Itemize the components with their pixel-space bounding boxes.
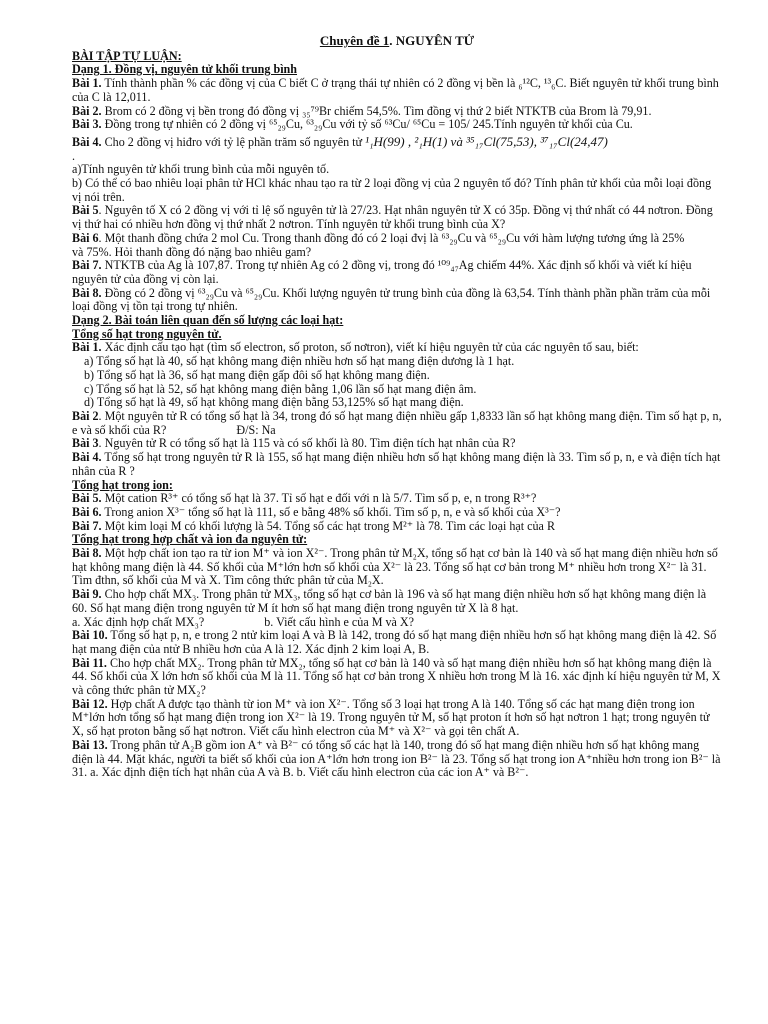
exercise-2-5: Bài 5. Một cation R³⁺ có tổng số hạt là 37. Tỉ số hạt e đối với n là 5/7. Tìm số p, e, n trong R³⁺? xyxy=(72,491,537,506)
exercise-2-6: Bài 6. Trong anion X³⁻ tổng số hạt là 111, số e bằng 48% số khối. Tìm số p, n, e và số khối của X³⁻? xyxy=(72,504,561,519)
exercise-2-4: Bài 4. Tổng số hạt trong nguyên tử R là 155, số hạt mang điện nhiều hơn số hạt không mang điện là 33. Tìm số p, n, e và điện tích hạt nhân của R ? xyxy=(72,450,721,478)
exercise-2-2: Bài 2. Một nguyên tử R có tổng số hạt là 34, trong đó số hạt mang điện nhiều gấp 1,8333 lần số hạt không mang điện. Tìm số hạt p, n, e và số khối của R? Đ/S: Na xyxy=(72,408,722,437)
exercise-1-4-dot: . xyxy=(72,148,76,163)
page-title xyxy=(72,34,722,48)
subsection-compound: Tổng hạt trong hợp chất và ion đa nguyên tử: xyxy=(72,532,308,547)
exercise-2-3: Bài 3. Nguyên tử R có tổng số hạt là 115 và có số khối là 80. Tìm điện tích hạt nhân của R? xyxy=(72,436,516,451)
exercise-2-1-c: c) Tổng số hạt là 52, số hạt không mang điện bằng 1,06 lần số hạt mang điện âm. xyxy=(84,381,477,396)
exercise-2-13: Bài 13. Trong phân tử A₂B gồm ion A⁺ và B²⁻ có tổng số các hạt là 140, trong đó số hạt mang điện nhiều hơn số hạt không mang điện là 44. Mặt khác, người ta biết số khối của ion A⁺lớn hơn trong ion B²⁻ là 23. Tổng số hạt trong ion A⁺nhiều hơn trong ion B²⁻ là 31. a. Xác định điện tích hạt nhân của A và B. b. Viết cấu hình electron của các ion A⁺ và B²⁻. xyxy=(72,737,721,780)
exercise-2-1-d: d) Tổng số hạt là 49, số hạt không mang điện bằng 53,125% số hạt mang điện. xyxy=(84,395,464,410)
exercise-1-4-b: b) Có thể có bao nhiêu loại phân tử HCl khác nhau tạo ra từ 2 loại đồng vị của 2 nguyên tố đó? Tính phân tử khối của mỗi loại đồng vị nói trên. xyxy=(72,176,712,204)
subsection-atom: Tổng số hạt trong nguyên tử. xyxy=(72,326,222,341)
section-dang2: Dạng 2. Bài toán liên quan đến số lượng các loại hạt: xyxy=(72,313,344,328)
exercise-2-7: Bài 7. Một kim loại M có khối lượng là 54. Tổng số các hạt trong M²⁺ là 78. Tìm các loại hạt của R xyxy=(72,518,556,533)
exercise-2-1-b: b) Tổng số hạt là 36, số hạt mang điện gấp đôi số hạt không mang điện. xyxy=(84,367,430,382)
exercise-1-4: Bài 4. Cho 2 đồng vị hiđro với tỷ lệ phần trăm số nguyên tử ¹₁H(99) , ²₁H(1) và ³⁵₁₇Cl(75,53), ³⁷₁₇Cl(24,47) xyxy=(72,133,608,149)
title-topic: Chuyên đề 1 xyxy=(319,33,390,48)
exercise-1-8: Bài 8. Đồng có 2 đồng vị ⁶³₂₉Cu và ⁶⁵₂₉Cu. Khối lượng nguyên tử trung bình của đồng là 63,54. Tính thành phần phần trăm của mỗi loại đồng vị tồn tại trong tự nhiên. xyxy=(72,285,711,314)
exercise-1-5: Bài 5. Nguyên tố X có 2 đồng vị với tỉ lệ số nguyên tử là 27/23. Hạt nhân nguyên tử X có 35p. Đồng vị thứ nhất có 44 nơtron. Đồng vị thứ hai có nhiều hơn đồng vị thứ nhất 2 nơtron. Tính nguyên tử khối trung bình của X? xyxy=(72,203,713,232)
exercise-1-4-a: a)Tính nguyên tử khối trung bình của mỗi nguyên tố. xyxy=(72,162,330,177)
heading-main: BÀI TẬP TỰ LUẬN: xyxy=(72,48,182,63)
exercise-2-11: Bài 11. Cho hợp chất MX₂. Trong phân tử MX₂, tổng số hạt cơ bản là 140 và số hạt mang điện nhiều hơn số hạt không mang điện là 44. Số khối của X lớn hơn số khối của M là 11. Tổng số hạt cơ bản trong X nhiều hơn trong M là 16. xác định kí hiệu nguyên tử M, X và công thức phân tử MX₂? xyxy=(72,655,721,698)
exercise-2-12: Bài 12. Hợp chất A được tạo thành từ ion M⁺ và ion X²⁻. Tổng số 3 loại hạt trong A là 140. Tổng số các hạt mang điện trong ion M⁺lớn hơn tổng số hạt mang điện trong ion X²⁻ là 19. Trong nguyên tử M, số hạt proton ít hơn số hạt nơtron 1 hạt; trong nguyên tử X, số hạt proton bằng số hạt nơtron. Viết cấu hình electron của M⁺ và X²⁻ và gọi tên chất A. xyxy=(72,696,710,739)
exercise-1-2: Bài 2. Brom có 2 đồng vị bền trong đó đồng vị ₃₅⁷⁹Br chiếm 54,5%. Tìm đồng vị thứ 2 biết NTKTB của Brom là 79,91. xyxy=(72,103,652,118)
exercise-1-1: Bài 1. Tính thành phần % các đồng vị của C biết C ở trạng thái tự nhiên có 2 đồng vị bền là ₆¹²C, ¹³₆C. Biết nguyên tử khối trung bình của C là 12,011. xyxy=(72,76,719,104)
exercise-1-6: Bài 6. Một thanh đồng chứa 2 mol Cu. Trong thanh đồng đó có 2 loại đvị là ⁶³₂₉Cu và ⁶⁵₂₉Cu với hàm lượng tương ứng là 25% xyxy=(72,230,685,245)
exercise-2-9: Bài 9. Cho hợp chất MX₃. Trong phân tử MX₃, tổng số hạt cơ bản là 196 và số hạt mang điện nhiều hơn số hạt không mang điện là 60. Số hạt mang điện trong nguyên tử M ít hơn số hạt mang điện trong nguyên tử X là 8 hạt. xyxy=(72,587,707,615)
exercise-2-9-ab: a. Xác định hợp chất MX₃? b. Viết cấu hình e của M và X? xyxy=(72,614,415,629)
section-dang1: Dạng 1. Đồng vị, nguyên tử khối trung bình xyxy=(72,62,298,77)
title-subject: . NGUYÊN TỬ xyxy=(389,33,475,48)
exercise-2-8: Bài 8. Một hợp chất ion tạo ra từ ion M⁺ và ion X²⁻. Trong phân tử M₂X, tổng số hạt cơ bản là 140 và số hạt mang điện nhiều hơn số hạt không mang điện là 44. Số khối của M⁺lớn hơn số khối của X²⁻ là 23. Tổng số hạt cơ bản trong M⁺ nhiều hơn trong X²⁻ là 31. Tìm đthn, số khối của M và X. Tìm công thức phân tử của M₂X. xyxy=(72,546,718,588)
subsection-ion: Tổng hạt trong ion: xyxy=(72,477,173,492)
exercise-1-3: Bài 3. Đồng trong tự nhiên có 2 đồng vị ⁶⁵₂₉Cu, ⁶³₂₉Cu với tỷ số ⁶³Cu/ ⁶⁵Cu = 105/ 245.Tính nguyên tử khối của Cu. xyxy=(72,117,633,132)
exercise-1-6-cont: và 75%. Hỏi thanh đồng đó nặng bao nhiêu gam? xyxy=(72,244,312,259)
exercise-2-1: Bài 1. Xác định cấu tạo hạt (tìm số electron, số proton, số nơtron), viết kí hiệu nguyên tử của các nguyên tố sau, biết: xyxy=(72,340,639,355)
exercise-2-10: Bài 10. Tổng số hạt p, n, e trong 2 ntử kim loại A và B là 142, trong đó số hạt mang điện nhiều hơn số hạt không mang điện là 42. Số hạt mang điện của ntử B nhiều hơn của A là 12. Xác định 2 kim loại A, B. xyxy=(72,628,717,656)
exercise-2-1-a: a) Tổng số hạt là 40, số hạt không mang điện nhiều hơn số hạt mang điện dương là 1 hạt. xyxy=(84,354,515,369)
exercise-1-7: Bài 7. NTKTB của Ag là 107,87. Trong tự nhiên Ag có 2 đồng vị, trong đó ¹⁰⁹₄₇Ag chiếm 44%. Xác định số khối và viết kí hiệu nguyên tử của đồng vị còn lại. xyxy=(72,258,692,286)
